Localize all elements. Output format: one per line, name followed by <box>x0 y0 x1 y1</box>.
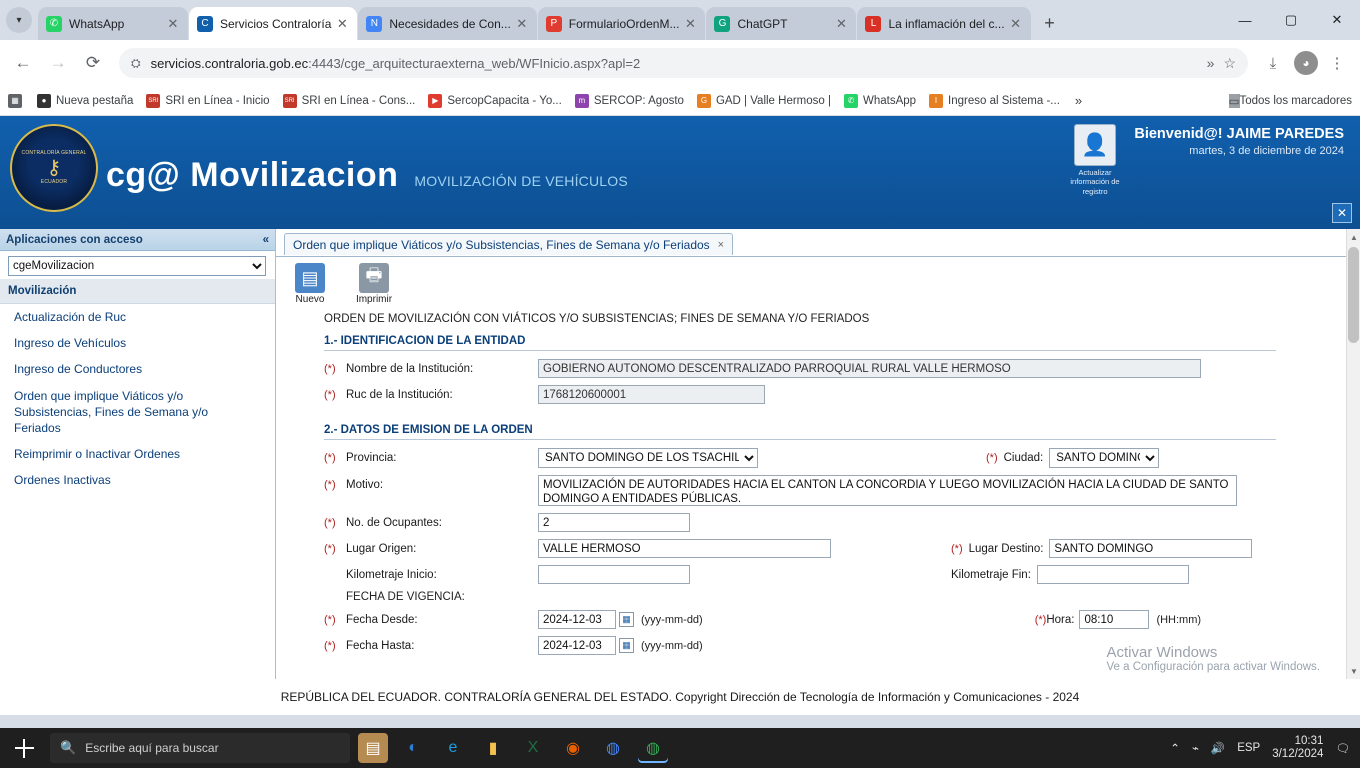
field-label: Motivo: <box>346 479 384 491</box>
task-view-icon[interactable]: ▤ <box>358 733 388 763</box>
seal-text: CONTRALORÍA GENERAL ⚷ ECUADOR <box>21 149 87 185</box>
bookmark-item-7[interactable] <box>929 94 1060 108</box>
calendar-icon[interactable]: ▦ <box>619 638 634 653</box>
chrome-app-icon[interactable]: ◍ <box>606 740 620 757</box>
bookmark-label: GAD | Valle Hermoso | <box>715 94 831 107</box>
required-marker: (*) <box>324 516 336 529</box>
close-icon[interactable]: ✕ <box>167 15 179 31</box>
bookmark-label: SRI en Línea - Inicio <box>165 94 270 107</box>
minimize-button[interactable]: — <box>1238 12 1252 28</box>
close-icon[interactable]: ✕ <box>516 15 528 31</box>
ruc-institucion-input[interactable] <box>538 385 765 404</box>
whatsapp-icon: ✆ <box>844 94 858 108</box>
watermark-title: Activar Windows <box>1106 644 1218 661</box>
field-nombre-institucion <box>324 359 1360 378</box>
sidebar-header <box>0 229 275 251</box>
excel-app-icon[interactable]: X <box>527 739 539 756</box>
browser-tab-0[interactable] <box>38 7 188 40</box>
tab-strip <box>0 0 1360 40</box>
form-toolbar <box>276 257 1360 305</box>
close-window-button[interactable]: ✕ <box>1331 12 1343 27</box>
welcome-date: martes, 3 de diciembre de 2024 <box>1189 145 1344 157</box>
url-domain: servicios.contraloria.gob.ec <box>150 55 309 71</box>
application-select[interactable] <box>8 256 266 276</box>
new-document-icon: ▤ <box>295 263 325 293</box>
wifi-icon[interactable]: ⌁ <box>1191 743 1199 755</box>
update-profile-label: Actualizar información de registro <box>1070 168 1120 196</box>
fecha-desde-input[interactable] <box>538 610 616 629</box>
gad-icon: G <box>697 94 711 108</box>
brand-name: cg@ Movilizacion <box>106 156 399 194</box>
tab-search-icon[interactable]: ▾ <box>6 7 32 33</box>
lugar-destino-input[interactable] <box>1049 539 1252 558</box>
section-1-title: 1.- IDENTIFICACION DE LA ENTIDAD <box>324 335 1276 351</box>
tray-chevron-icon[interactable]: ⌃ <box>1170 743 1180 755</box>
close-session-icon[interactable]: ✕ <box>1332 203 1352 223</box>
scroll-down-icon[interactable]: ▼ <box>1350 666 1358 676</box>
taskbar-clock[interactable] <box>1272 735 1323 761</box>
chatgpt-icon: G <box>714 16 730 32</box>
bookmark-label: Ingreso al Sistema -... <box>948 94 1060 107</box>
sidebar-item-reimprimir-inactivar[interactable]: Reimprimir o Inactivar Ordenes <box>14 447 181 462</box>
sidebar-item-ingreso-conductores[interactable]: Ingreso de Conductores <box>14 362 143 377</box>
imprimir-button[interactable] <box>350 263 398 305</box>
maximize-button[interactable]: ▢ <box>1284 12 1298 27</box>
field-label: Ruc de la Institución: <box>346 388 453 401</box>
windows-activation-watermark <box>1107 644 1321 673</box>
fecha-hasta-input[interactable] <box>538 636 616 655</box>
watermark-subtitle: Ve a Configuración para activar Windows. <box>1106 661 1320 673</box>
bookmark-star-icon[interactable]: ☆ <box>1223 54 1236 71</box>
taskbar-search[interactable] <box>50 733 350 763</box>
tab-title: Necesidades de Con... <box>389 16 511 31</box>
kilometraje-inicio-input[interactable] <box>538 565 690 584</box>
site-info-icon[interactable]: ⛭ <box>131 55 141 70</box>
all-bookmarks-label: Todos los marcadores <box>1239 94 1352 107</box>
search-icon: 🔍 <box>60 740 77 755</box>
address-bar[interactable] <box>119 48 1248 78</box>
notification-icon[interactable]: 🗨 <box>1335 743 1350 755</box>
required-marker: (*) <box>324 639 336 652</box>
sidebar-item-ordenes-inactivas[interactable]: Ordenes Inactivas <box>14 473 111 488</box>
kilometraje-fin-label: Kilometraje Fin: <box>951 568 1031 581</box>
form-tab-label: Orden que implique Viáticos y/o Subsistencias, Fines de Semana y/o Feriados <box>293 237 710 252</box>
bookmark-item-2[interactable] <box>283 94 416 108</box>
fecha-hasta-hint: (yyy-mm-dd) <box>641 639 703 652</box>
forward-icon[interactable]: → <box>49 53 67 72</box>
windows-taskbar <box>0 728 1360 768</box>
bookmark-item-5[interactable] <box>697 94 831 108</box>
edge-app-icon[interactable]: e <box>448 739 458 756</box>
required-marker: (*) <box>324 542 336 555</box>
globe-icon: ● <box>37 94 51 108</box>
app-banner <box>0 116 1360 229</box>
required-marker: (*) <box>1034 613 1047 626</box>
order-form <box>276 305 1360 655</box>
field-label: Lugar Origen: <box>346 542 417 555</box>
tab-title: Servicios Contraloría <box>220 16 332 31</box>
docs-icon: N <box>366 16 382 32</box>
reload-icon[interactable]: ⟳ <box>85 53 101 72</box>
brand-subtitle: MOVILIZACIÓN DE VEHÍCULOS <box>414 173 628 189</box>
field-kilometraje-inicio <box>324 565 1360 584</box>
close-icon[interactable]: ✕ <box>336 15 348 31</box>
youtube-icon: ▶ <box>428 94 442 108</box>
chrome-app-icon-active[interactable]: ◍ <box>638 733 668 763</box>
required-marker: (*) <box>324 362 336 375</box>
bookmark-item-0[interactable] <box>37 94 133 108</box>
app-brand <box>106 156 628 195</box>
browser-tab-3[interactable] <box>538 7 706 40</box>
news-icon: L <box>865 16 881 32</box>
sri-icon: SRI <box>283 94 297 108</box>
fecha-desde-hint: (yyy-mm-dd) <box>641 613 703 626</box>
field-ruc-institucion <box>324 385 1360 404</box>
field-label: Fecha Desde: <box>346 613 418 626</box>
bookmarks-bar <box>0 86 1360 116</box>
close-icon[interactable]: × <box>717 238 725 251</box>
browser-tab-1[interactable] <box>189 7 357 40</box>
start-button[interactable] <box>0 728 48 768</box>
omnibox-overflow-icon[interactable]: » <box>1206 55 1216 71</box>
nuevo-label: Nuevo <box>295 294 325 305</box>
tab-title: La inflamación del c... <box>888 16 1005 31</box>
required-marker: (*) <box>324 613 336 626</box>
window-controls <box>1222 0 1360 40</box>
sidebar-select-wrap <box>0 251 275 279</box>
tab-orden-viaticos[interactable] <box>284 233 733 255</box>
scrollbar-thumb[interactable] <box>1348 247 1359 343</box>
section-2-title: 2.- DATOS DE EMISION DE LA ORDEN <box>324 424 1276 440</box>
field-lugar-origen <box>324 539 1360 558</box>
all-bookmarks-button[interactable] <box>1229 94 1352 108</box>
tab-title: WhatsApp <box>69 16 125 31</box>
required-marker: (*) <box>324 388 336 401</box>
app-body <box>0 229 1360 679</box>
profile-avatar[interactable]: ◕ <box>1294 51 1318 75</box>
bookmarks-overflow-icon[interactable]: » <box>1074 93 1083 108</box>
kilometraje-fin-input[interactable] <box>1037 565 1189 584</box>
bookmark-label: Nueva pestaña <box>56 94 134 107</box>
close-icon[interactable]: ✕ <box>836 15 847 31</box>
bookmark-label: SercopCapacita - Yo... <box>447 94 562 107</box>
contraloria-icon: C <box>197 16 213 32</box>
bookmark-item-6[interactable] <box>844 94 916 108</box>
field-label: Kilometraje Inicio: <box>346 568 437 581</box>
folder-icon: ▭ <box>1228 95 1240 108</box>
printer-icon: 🖶 <box>359 263 389 293</box>
system-tray <box>1170 735 1360 761</box>
field-label: Provincia: <box>346 452 397 464</box>
windows-logo-icon <box>15 739 34 758</box>
file-explorer-icon[interactable]: ▮ <box>488 740 498 757</box>
browser-toolbar <box>0 40 1360 86</box>
collapse-icon[interactable]: « <box>262 233 269 246</box>
user-avatar-icon: 👤 <box>1074 124 1116 166</box>
sidebar-header-label: Aplicaciones con acceso <box>6 233 143 246</box>
browser-tab-2[interactable] <box>358 7 536 40</box>
required-marker: (*) <box>986 452 998 464</box>
bookmark-label: WhatsApp <box>862 94 917 107</box>
contraloria-seal-icon <box>10 124 98 212</box>
field-ocupantes <box>324 513 1360 532</box>
taskbar-apps <box>358 733 668 763</box>
hora-input[interactable] <box>1079 610 1149 629</box>
browser-tab-4[interactable] <box>706 7 856 40</box>
page-scrollbar[interactable] <box>1346 229 1360 679</box>
back-icon[interactable]: ← <box>14 53 32 72</box>
scroll-up-icon[interactable]: ▲ <box>1350 232 1358 242</box>
ciudad-label: Ciudad: <box>1003 452 1044 464</box>
update-profile-button[interactable] <box>1066 124 1124 196</box>
new-tab-button[interactable]: + <box>1044 12 1055 33</box>
nombre-institucion-input[interactable] <box>538 359 1201 378</box>
field-motivo <box>324 475 1360 506</box>
pdf-icon: P <box>546 16 562 32</box>
tab-title: FormularioOrdenM... <box>568 16 680 31</box>
sidebar-item-orden-viaticos[interactable]: Orden que implique Viáticos y/o Subsistencias, Fines de Semana y/o Feriados <box>14 388 209 435</box>
language-indicator[interactable]: ESP <box>1237 742 1261 754</box>
grid-icon: ▦ <box>8 94 22 108</box>
welcome-title: Bienvenid@! JAIME PAREDES <box>1134 126 1344 142</box>
hora-label: Hora: <box>1046 613 1075 626</box>
browser-tab-5[interactable] <box>857 7 1030 40</box>
sidebar-item-actualizacion-ruc[interactable]: Actualización de Ruc <box>14 310 127 324</box>
hora-hint: (HH:mm) <box>1156 613 1202 626</box>
sidebar-group-movilizacion: Movilización <box>0 279 275 304</box>
field-fecha-desde <box>324 610 1360 629</box>
volume-icon[interactable]: 🔊 <box>1210 743 1226 755</box>
page-footer: REPÚBLICA DEL ECUADOR. CONTRALORÍA GENERAL DEL ESTADO. Copyright Dirección de Tecnología de Información y Comunicaciones - 2024 <box>0 679 1360 715</box>
page-content <box>0 116 1360 704</box>
required-marker: (*) <box>324 452 336 464</box>
url-path: :4443/cge_arquitecturaexterna_web/WFInicio.aspx?apl=2 <box>308 55 641 71</box>
apps-grid-icon[interactable] <box>8 94 27 108</box>
sidebar-item-ingreso-vehiculos[interactable]: Ingreso de Vehículos <box>14 336 127 351</box>
form-title: ORDEN DE MOVILIZACIÓN CON VIÁTICOS Y/O SUBSISTENCIAS; FINES DE SEMANA Y/O FERIADOS <box>324 313 870 325</box>
lugar-origen-input[interactable] <box>538 539 831 558</box>
tab-strip-left <box>4 0 38 40</box>
chrome-menu-icon[interactable]: ⋮ <box>1329 55 1345 72</box>
sri-icon: SRI <box>146 94 160 108</box>
clock-date: 3/12/2024 <box>1272 748 1324 760</box>
field-label: Nombre de la Institución: <box>346 362 474 375</box>
sidebar <box>0 229 276 679</box>
required-marker: (*) <box>951 542 963 555</box>
url-text <box>151 56 1199 71</box>
imprimir-label: Imprimir <box>355 294 393 305</box>
field-provincia <box>324 448 1360 468</box>
sistema-icon: I <box>929 94 943 108</box>
clock-time: 10:31 <box>1294 734 1324 747</box>
ocupantes-input[interactable] <box>538 513 690 532</box>
tab-title: ChatGPT <box>737 16 788 31</box>
bookmark-label: SRI en Línea - Cons... <box>301 94 416 107</box>
bookmark-item-4[interactable] <box>575 94 684 108</box>
required-marker: (*) <box>324 479 336 491</box>
lugar-destino-label: Lugar Destino: <box>968 542 1044 555</box>
fecha-vigencia-label: FECHA DE VIGENCIA: <box>346 591 465 603</box>
whatsapp-icon: ✆ <box>46 16 62 32</box>
bookmark-item-1[interactable] <box>146 94 269 108</box>
download-icon[interactable]: ⤓ <box>1269 54 1277 72</box>
form-tab-bar <box>276 229 1360 257</box>
nuevo-button[interactable] <box>286 263 334 305</box>
taskbar-search-placeholder: Escribe aquí para buscar <box>85 741 219 755</box>
ciudad-select[interactable] <box>1049 448 1159 468</box>
sercop-icon: m <box>575 94 589 108</box>
welcome-block <box>1134 126 1344 157</box>
close-icon[interactable]: ✕ <box>685 15 696 31</box>
calendar-icon[interactable]: ▦ <box>619 612 634 627</box>
field-label: No. de Ocupantes: <box>346 516 442 529</box>
close-icon[interactable]: ✕ <box>1010 15 1021 31</box>
motivo-textarea[interactable] <box>538 475 1237 506</box>
bookmark-label: SERCOP: Agosto <box>593 94 684 107</box>
provincia-select[interactable] <box>538 448 758 468</box>
field-label: Fecha Hasta: <box>346 639 415 652</box>
main-content <box>276 229 1360 679</box>
outlook-app-icon[interactable]: ◐ <box>408 739 418 756</box>
firefox-app-icon[interactable]: ◉ <box>566 740 580 757</box>
bookmark-item-3[interactable] <box>428 94 561 108</box>
